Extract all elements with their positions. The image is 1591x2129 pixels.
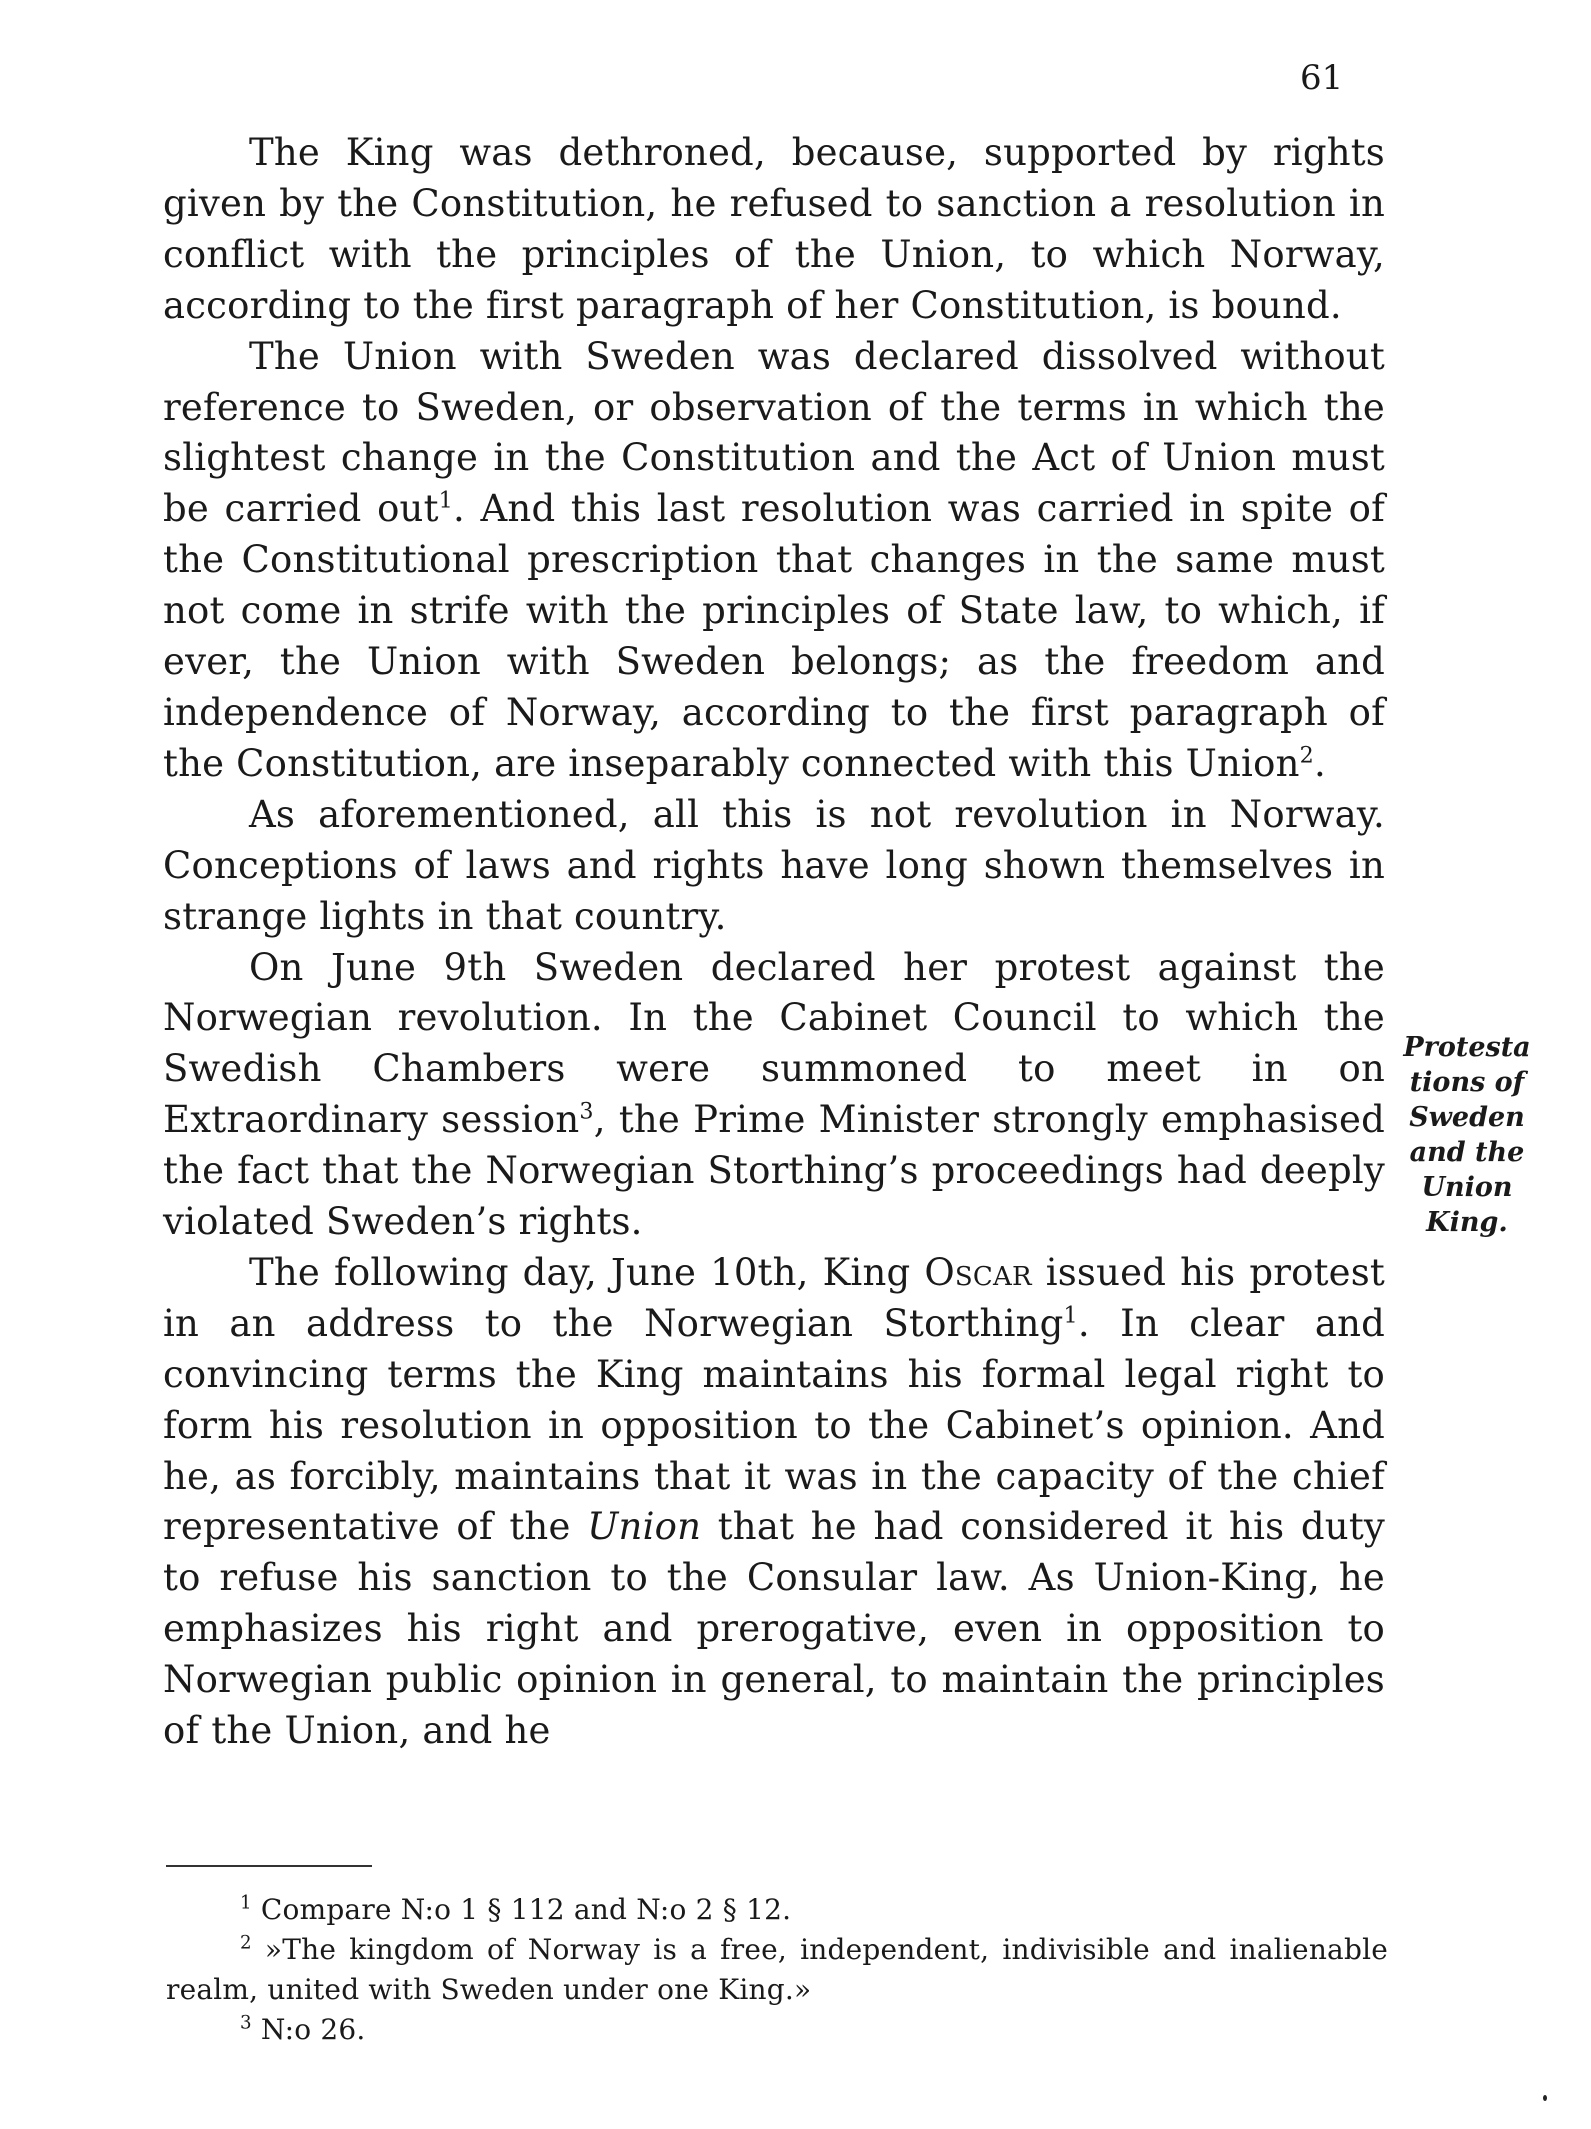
footnote-reference: 2 xyxy=(1299,742,1314,769)
body-text xyxy=(163,128,1385,1757)
footnote-1 xyxy=(166,1890,1388,1930)
paragraph-text: . In clear and convincing terms the King maintains his formal legal right to form his resolution in opposition to the Cabinet’s opinion. And he, as forcibly, maintains that it was in the capacity of the chief representative of the xyxy=(163,1301,1385,1549)
paragraph-dethroned xyxy=(163,128,1385,332)
paragraph-text: . xyxy=(1313,741,1326,785)
footnote-reference: 1 xyxy=(1063,1302,1078,1329)
paragraph-union-dissolved xyxy=(163,332,1385,790)
margin-note-line: Sweden xyxy=(1409,1102,1525,1133)
paragraph-text: The following day, June 10th, King xyxy=(249,1250,925,1294)
paragraph-text: The King was dethroned, because, supported by rights given by the Constitution, he refused to sanction a resolution in conflict with the principles of the Union, to which Norway, according to the first paragraph of her Constitution, is bound. xyxy=(163,131,1385,327)
footnote-3 xyxy=(166,2010,1388,2050)
emphasis-union: Union xyxy=(587,1505,702,1549)
margin-note-line: Protesta xyxy=(1403,1032,1531,1063)
paragraph-text: issued his protest in an address to the Norwegian Storthing xyxy=(163,1250,1385,1345)
paragraph-text: . And this last resolution was carried in spite of the Constitutional prescription that changes in the same must not come in strife with the principles of State law, to which, if ever, the Union with Sweden belongs; as the freedom and independence of Norway, according to the first paragraph of the Constitution, are inseparably connected with this Union xyxy=(163,487,1385,785)
footnotes xyxy=(166,1890,1388,2050)
margin-note-line: Union xyxy=(1421,1172,1513,1203)
paragraph-text: , the Prime Minister strongly emphasised the fact that the Norwegian Storthing’s proceedings had deeply violated Sweden’s rights. xyxy=(163,1098,1385,1244)
footnote-text: N:o 26. xyxy=(251,2013,366,2046)
footnote-reference: 1 xyxy=(438,488,453,515)
paragraph-king-oscar xyxy=(163,1248,1385,1757)
footnote-mark: 3 xyxy=(240,2012,252,2034)
paragraph-text: On June 9th Sweden declared her protest against the Norwegian revolution. In the Cabinet Council to which the Swedish Chambers were summoned to meet in on Extraordinary session xyxy=(163,945,1385,1142)
paragraph-text: that he had considered it his duty to refuse his sanction to the Consular law. As Union-King, he emphasizes his right and prerogative, even in opposition to Norwegian public opinion in general, to maintain the principles of the Union, and he xyxy=(163,1505,1385,1753)
paragraph-aforementioned xyxy=(163,790,1385,943)
king-name: Oscar xyxy=(924,1250,1032,1294)
footnote-mark: 1 xyxy=(240,1892,252,1914)
footnote-reference: 3 xyxy=(579,1098,594,1125)
footnote-2 xyxy=(166,1930,1388,2010)
margin-note xyxy=(1392,1030,1542,1240)
footnote-text: »The kingdom of Norway is a free, independent, indivisible and inalienable realm, united with Sweden under one King.» xyxy=(166,1933,1388,2006)
paragraph-text: As aforementioned, all this is not revolution in Norway. Conceptions of laws and rights have long shown themselves in strange lights in that country. xyxy=(163,792,1385,938)
ink-speck xyxy=(1543,2095,1547,2101)
footnote-mark: 2 xyxy=(240,1932,252,1954)
margin-note-line: and the xyxy=(1409,1137,1525,1168)
paragraph-sweden-protest xyxy=(163,943,1385,1248)
paragraph-text: The Union with Sweden was declared dissolved without reference to Sweden, or observation of the terms in which the slightest change in the Constitution and the Act of Union must be carried out xyxy=(163,334,1385,531)
page-number: 61 xyxy=(1300,58,1344,98)
footnote-text: Compare N:o 1 § 112 and N:o 2 § 12. xyxy=(251,1893,792,1926)
footnote-divider xyxy=(166,1865,372,1867)
margin-note-line: King. xyxy=(1426,1207,1508,1238)
margin-note-line: tions of xyxy=(1409,1067,1525,1098)
